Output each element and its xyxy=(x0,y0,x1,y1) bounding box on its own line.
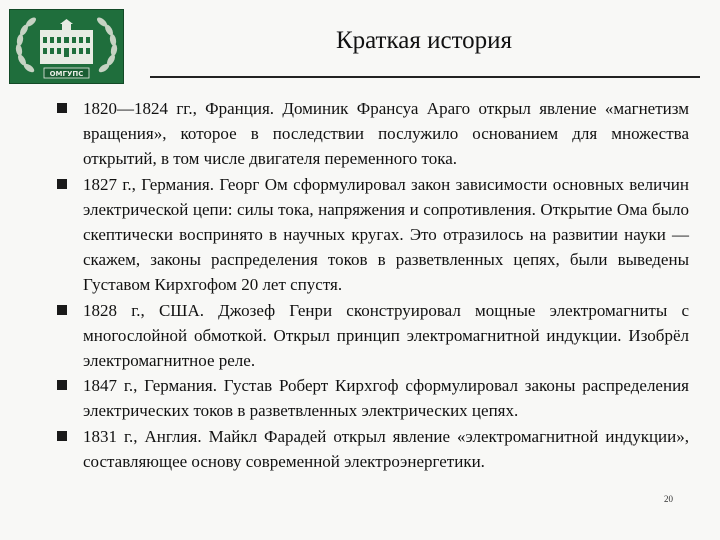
square-bullet-icon xyxy=(57,305,67,315)
list-item xyxy=(57,96,689,172)
logo-caption: ОМГУПС xyxy=(49,70,84,78)
square-bullet-icon xyxy=(57,380,67,390)
history-list xyxy=(57,96,689,474)
title-divider xyxy=(150,76,700,78)
list-item xyxy=(57,298,689,374)
list-item-text: 1827 г., Германия. Георг Ом сформулировал закон зависимости основных величин электрической цепи: силы тока, напряжения и сопротивления. Открытие Ома было скептически воспринято в научных кругах. Это отразилось на развитии науки — скажем, законы распределения токов в разветвленных цепях, были выведены Густавом Кирхгофом 20 лет спустя. xyxy=(83,174,689,295)
list-item xyxy=(57,373,689,423)
square-bullet-icon xyxy=(57,179,67,189)
list-item xyxy=(57,424,689,474)
list-item-text: 1847 г., Германия. Густав Роберт Кирхгоф сформулировал законы распределения электрических токов в разветвленных электрических цепях. xyxy=(83,376,689,421)
square-bullet-icon xyxy=(57,431,67,441)
list-item-text: 1828 г., США. Джозеф Генри сконструировал мощные электромагниты с многослойной обмоткой. Открыл принцип электромагнитной индукции. Изобрёл электромагнитное реле. xyxy=(83,300,689,371)
square-bullet-icon xyxy=(57,103,67,113)
university-logo xyxy=(9,9,124,84)
list-item-text: 1820—1824 гг., Франция. Доминик Франсуа Араго открыл явление «магнетизм вращения», которое в последствии послужило основанием для множества открытий, в том числе двигателя переменного тока. xyxy=(83,99,689,169)
list-item-text: 1831 г., Англия. Майкл Фарадей открыл явление «электромагнитной индукции», составляющее основу современной электроэнергетики. xyxy=(83,426,689,471)
page-number: 20 xyxy=(664,494,673,504)
list-item xyxy=(57,172,689,298)
slide-title: Краткая история xyxy=(335,27,513,54)
